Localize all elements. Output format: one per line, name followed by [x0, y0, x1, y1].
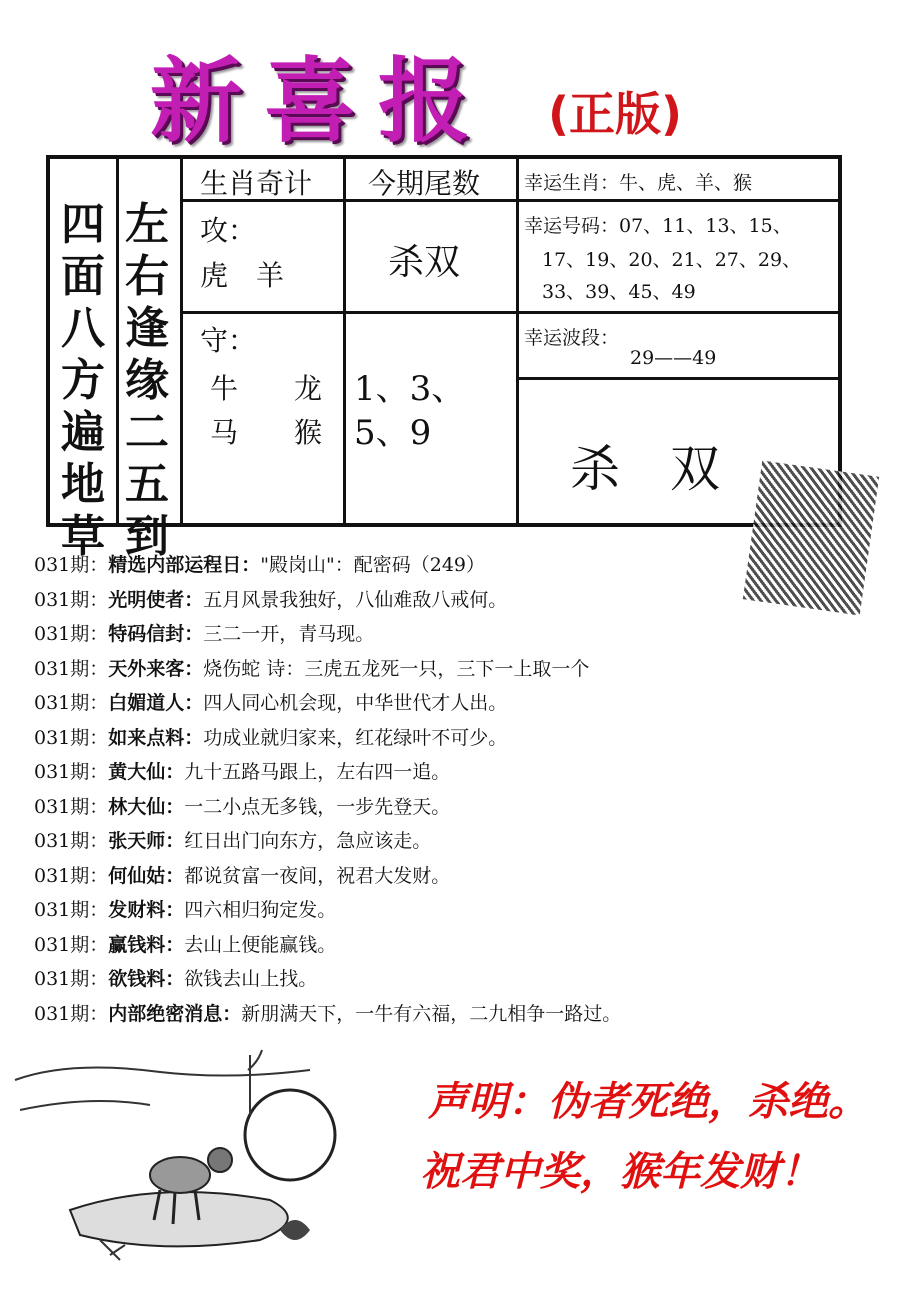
prediction-line: 031期：黄大仙：九十五路马跟上，左右四一追。 [34, 761, 451, 783]
tail-kill: 杀双 [388, 242, 461, 283]
prediction-line: 031期：特码信封：三二一开，青马现。 [34, 623, 375, 645]
defend-values-2: 马 猴 [210, 416, 323, 449]
prediction-line: 031期：白媚道人：四人同心机会现，中华世代才人出。 [34, 692, 508, 714]
vertical-slogan-1: 四面八方遍地草 [61, 199, 105, 562]
prediction-lines [34, 548, 854, 1031]
tail-numbers: 1、3、5、9 [354, 369, 466, 453]
prediction-line: 031期：何仙姑：都说贫富一夜间，祝君大发财。 [34, 864, 451, 887]
prediction-line: 031期：林大仙：一二小点无多钱，一步先登天。 [34, 795, 451, 818]
prediction-line: 031期：赢钱料：去山上便能赢钱。 [34, 933, 337, 956]
page-title: 新喜报 [150, 48, 493, 155]
attack-values: 虎 羊 [200, 259, 285, 292]
lucky-numbers-1: 幸运号码：07、11、13、15、 [524, 215, 792, 237]
prediction-line: 031期：天外来客：烧伤蛇 诗：三虎五龙死一只，三下一上取一个 [34, 657, 590, 680]
defend-values-1: 牛 龙 [210, 372, 323, 405]
prediction-line: 031期：欲钱料：欲钱去山上找。 [34, 968, 318, 990]
lucky-numbers-2: 17、19、20、21、27、29、 [542, 249, 802, 271]
prediction-line: 031期：发财料：四六相归狗定发。 [34, 899, 337, 921]
attack-label: 攻： [200, 214, 257, 247]
tail-header: 今期尾数 [368, 167, 481, 200]
prediction-line: 031期：光明使者：五月风景我独好，八仙难敌八戒何。 [34, 588, 508, 611]
zodiac-header: 生肖奇计 [200, 167, 313, 200]
lucky-wave-label: 幸运波段： [524, 327, 620, 349]
wish-text: 祝君中奖，猴年发财！ [420, 1148, 820, 1195]
prediction-line: 031期：如来点料：功成业就归家来，红花绿叶不可少。 [34, 726, 508, 749]
prediction-line: 031期：精选内部运程日："殿岗山"：配密码（249） [34, 554, 486, 576]
vertical-slogan-2: 左右逢缘二五到 [125, 199, 169, 562]
deer-moon-illustration [10, 1040, 380, 1280]
prediction-line: 031期：张天师：红日出门向东方，急应该走。 [34, 830, 432, 852]
lucky-wave-value: 29——49 [630, 347, 717, 369]
info-board [46, 155, 842, 562]
lucky-numbers-3: 33、39、45、49 [542, 281, 696, 303]
defend-label: 守： [200, 324, 257, 357]
lucky-zodiac: 幸运生肖：牛、虎、羊、猴 [524, 172, 753, 194]
declaration-text: 声明：伪者死绝，杀绝。 [428, 1078, 868, 1125]
big-kill: 杀 双 [570, 440, 720, 498]
page-subtitle: (正版) [548, 87, 683, 141]
prediction-line: 031期：内部绝密消息：新朋满天下，一牛有六福，二九相争一路过。 [34, 1002, 622, 1025]
